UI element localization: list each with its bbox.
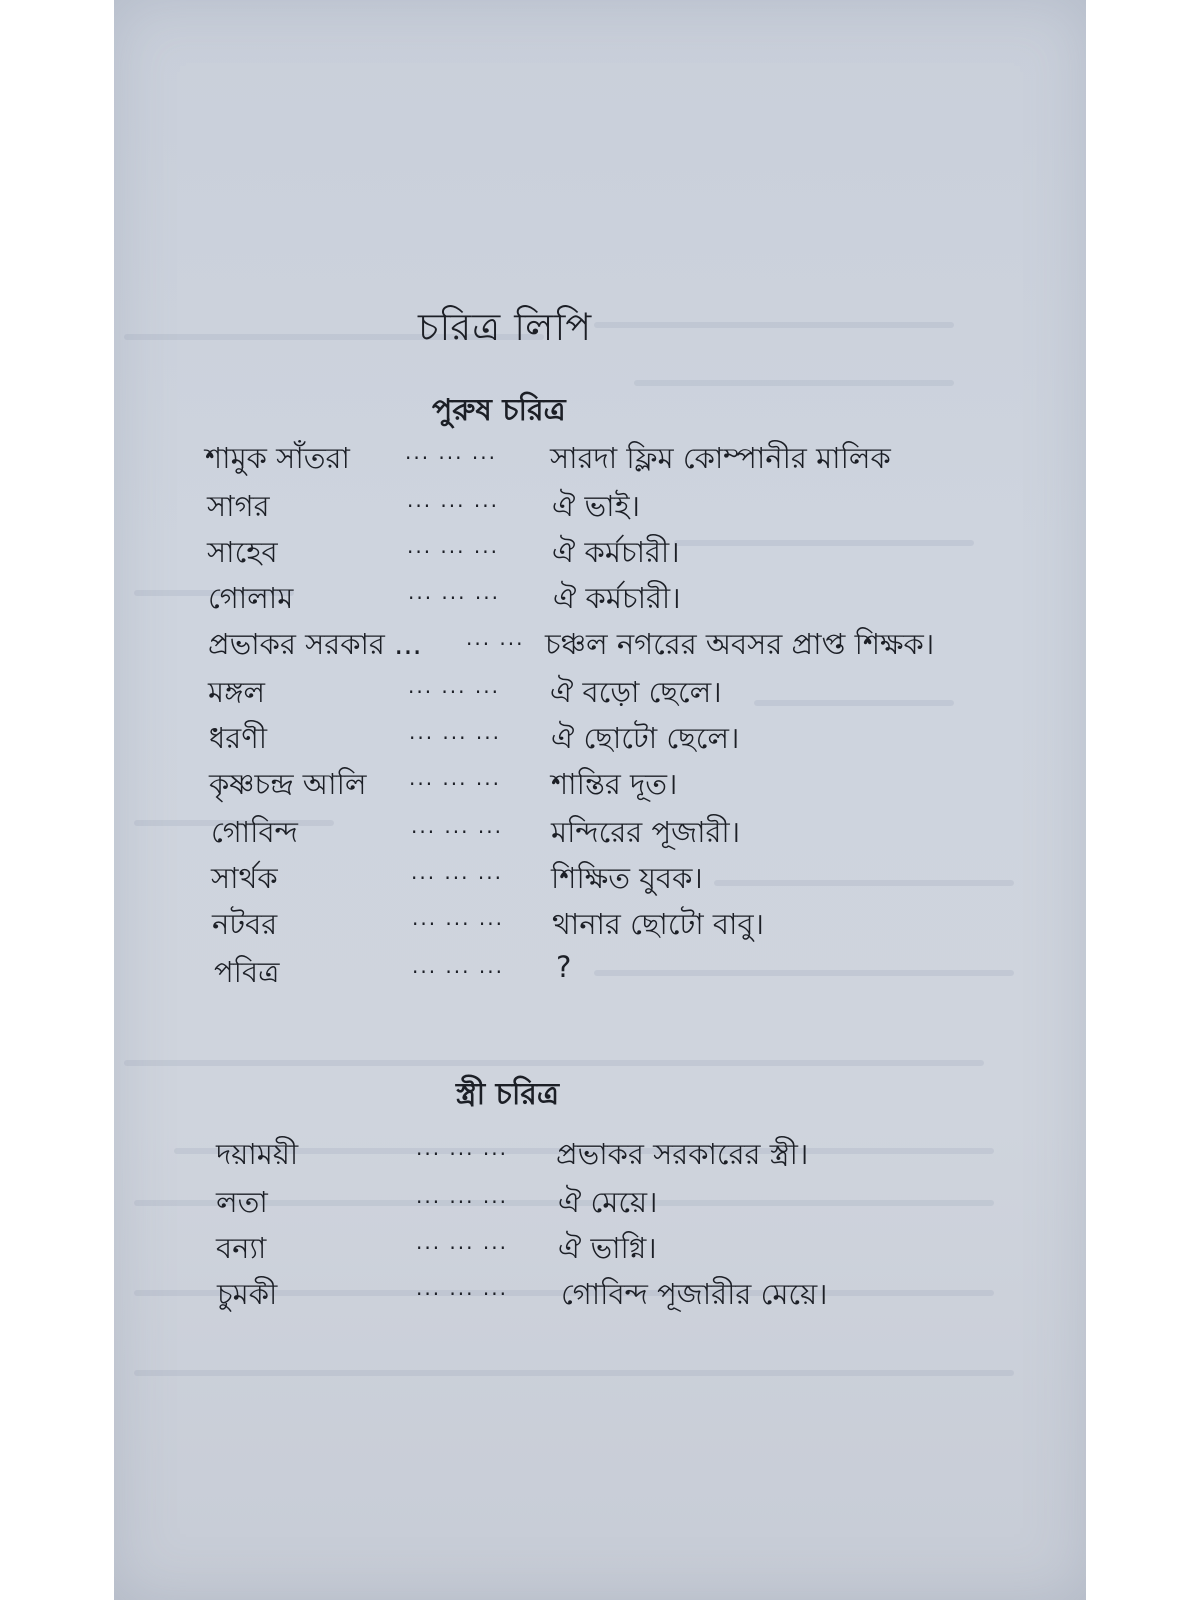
character-description: ঐ বড়ো ছেলে। (550, 675, 722, 709)
character-row (211, 810, 931, 850)
leader-dots: ... ... ... (408, 580, 500, 604)
character-name: গোবিন্দ (211, 815, 298, 849)
character-name: দয়াময়ী (216, 1137, 299, 1171)
leader-dots: ... ... ... (412, 906, 504, 930)
character-description: থানার ছোটো বাবু। (552, 907, 764, 941)
character-row (208, 670, 928, 710)
female-section-heading: স্ত্রী চরিত্র (456, 1077, 559, 1112)
character-description: ঐ কর্মচারী। (553, 581, 681, 615)
character-row (217, 1272, 937, 1312)
character-name: ধরণী (209, 721, 268, 755)
leader-dots: ... ... ... (416, 1184, 508, 1208)
leader-dots: ... ... ... (407, 534, 499, 558)
character-name: লতা (216, 1185, 268, 1219)
leader-dots: ... ... (466, 626, 525, 650)
character-name: পবিত্র (214, 955, 280, 989)
character-name: সাহেব (207, 535, 278, 569)
character-row (214, 950, 934, 990)
character-row (207, 530, 927, 570)
character-description: প্রভাকর সরকারের স্ত্রী। (556, 1137, 809, 1171)
character-name: শামুক সাঁতরা (205, 441, 350, 475)
male-section-heading: পুরুষ চরিত্র (432, 393, 566, 428)
character-description: ? (556, 950, 572, 984)
character-row (209, 762, 929, 802)
leader-dots: ... ... ... (416, 1230, 508, 1254)
bleed-through-line (134, 1370, 1014, 1376)
character-description: ঐ ছোটো ছেলে। (551, 721, 740, 755)
character-row (207, 484, 927, 524)
character-name: মঙ্গল (208, 675, 265, 709)
bleed-through-line (124, 1060, 984, 1066)
character-row (212, 902, 932, 942)
leader-dots: ... ... ... (416, 1136, 508, 1160)
character-row (209, 716, 929, 756)
character-name: কৃষ্ণচন্দ্র আলি (209, 767, 367, 801)
character-description: চঞ্চল নগরের অবসর প্রাপ্ত শিক্ষক। (545, 627, 935, 661)
leader-dots: ... ... ... (411, 860, 503, 884)
character-description: ঐ কর্মচারী। (552, 535, 680, 569)
character-description: ঐ ভাই। (552, 489, 640, 523)
character-name: নটবর (212, 907, 278, 941)
leader-dots: ... ... ... (412, 954, 504, 978)
character-description: ঐ মেয়ে। (558, 1185, 658, 1219)
character-name: সার্থক (211, 861, 278, 895)
character-description: গোবিন্দ পূজারীর মেয়ে। (561, 1277, 828, 1311)
page-title: চরিত্র লিপি (418, 305, 593, 349)
leader-dots: ... ... ... (405, 440, 497, 464)
character-name: বন্যা (216, 1231, 267, 1265)
character-description: শিক্ষিত যুবক। (551, 861, 703, 895)
leader-dots: ... ... ... (411, 814, 503, 838)
character-description: মন্দিরের পূজারী। (551, 815, 741, 849)
character-name: প্রভাকর সরকার ... (208, 627, 422, 661)
bleed-through-line (594, 322, 954, 328)
bleed-through-line (634, 380, 954, 386)
leader-dots: ... ... ... (416, 1276, 508, 1300)
character-name: চুমকী (217, 1277, 278, 1311)
leader-dots: ... ... ... (409, 766, 501, 790)
character-description: সারদা ফ্লিম কোম্পানীর মালিক (550, 441, 891, 475)
character-name: সাগর (207, 489, 270, 523)
character-row (208, 576, 928, 616)
character-name: গোলাম (208, 581, 294, 615)
leader-dots: ... ... ... (408, 674, 500, 698)
character-description: ঐ ভাগ্নি। (558, 1231, 657, 1265)
leader-dots: ... ... ... (409, 720, 501, 744)
character-row (216, 1180, 936, 1220)
character-row (216, 1132, 936, 1172)
character-description: শান্তির দূত। (551, 767, 678, 801)
character-row (216, 1226, 936, 1266)
character-row (211, 856, 931, 896)
character-row (208, 622, 968, 662)
character-row (205, 436, 925, 476)
leader-dots: ... ... ... (407, 488, 499, 512)
